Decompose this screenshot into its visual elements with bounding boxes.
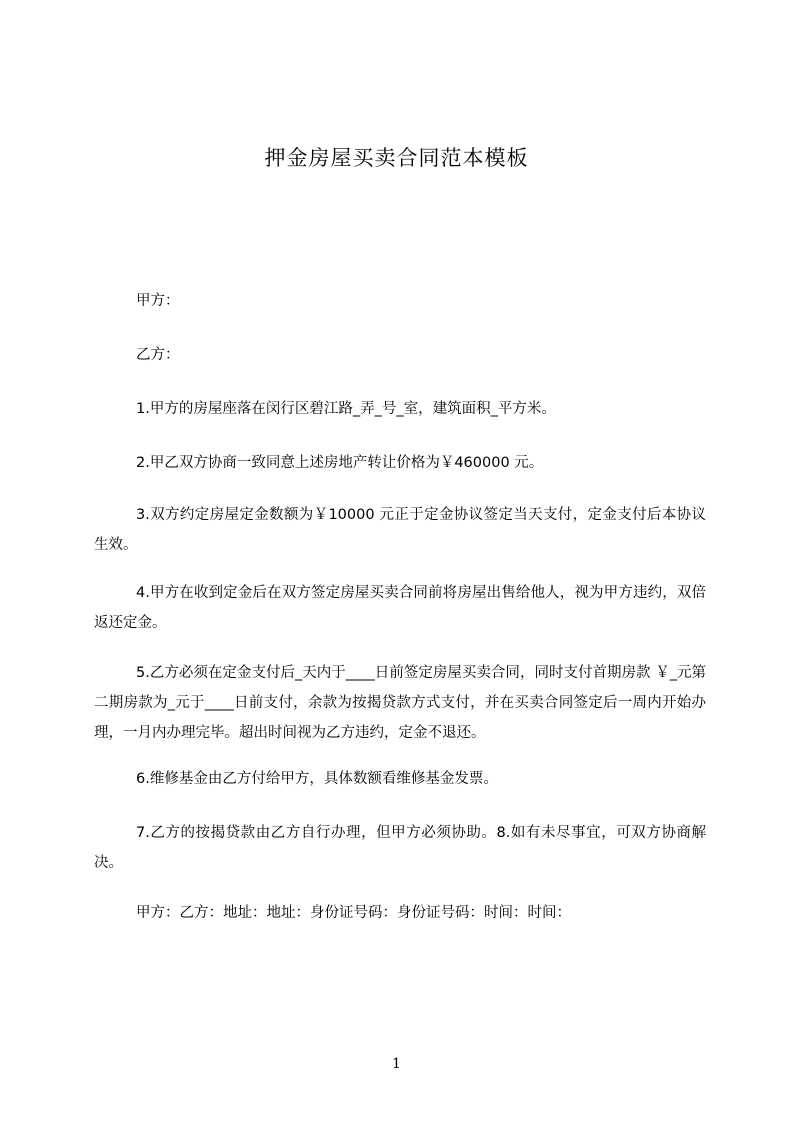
document-title: 押金房屋买卖合同范本模板 bbox=[264, 146, 529, 170]
clause-5: 5.乙方必须在定金支付后_天内于____日前签定房屋买卖合同，同时支付首期房款 ￥_元第二期房款为_元于____日前支付，余款为按揭贷款方式支付，并在买卖合同签定后一周内开始办理，一月内办理完毕。超出时间视为乙方违约，定金不退还。 bbox=[94, 665, 706, 741]
page-number: 1 bbox=[392, 1056, 401, 1072]
clause-7: 7.乙方的按揭贷款由乙方自行办理，但甲方必须协助。8.如有未尽事宜，可双方协商解决。 bbox=[94, 825, 706, 871]
signature-line: 甲方：乙方：地址：地址：身份证号码：身份证号码：时间：时间： bbox=[136, 905, 571, 921]
clause-6: 6.维修基金由乙方付给甲方，具体数额看维修基金发票。 bbox=[136, 771, 498, 787]
clause-4: 4.甲方在收到定金后在双方签定房屋买卖合同前将房屋出售给他人，视为甲方违约，双倍返还定金。 bbox=[94, 585, 706, 631]
clause-2: 2.甲乙双方协商一致同意上述房地产转让价格为￥460000 元。 bbox=[136, 455, 544, 471]
clause-3: 3.双方约定房屋定金数额为￥10000 元正于定金协议签定当天支付，定金支付后本协议生效。 bbox=[94, 507, 706, 553]
clause-1: 1.甲方的房屋座落在闵行区碧江路_弄_号_室，建筑面积_平方米。 bbox=[136, 401, 556, 417]
party-b-label: 乙方： bbox=[136, 347, 180, 363]
party-a-label: 甲方： bbox=[136, 293, 180, 309]
